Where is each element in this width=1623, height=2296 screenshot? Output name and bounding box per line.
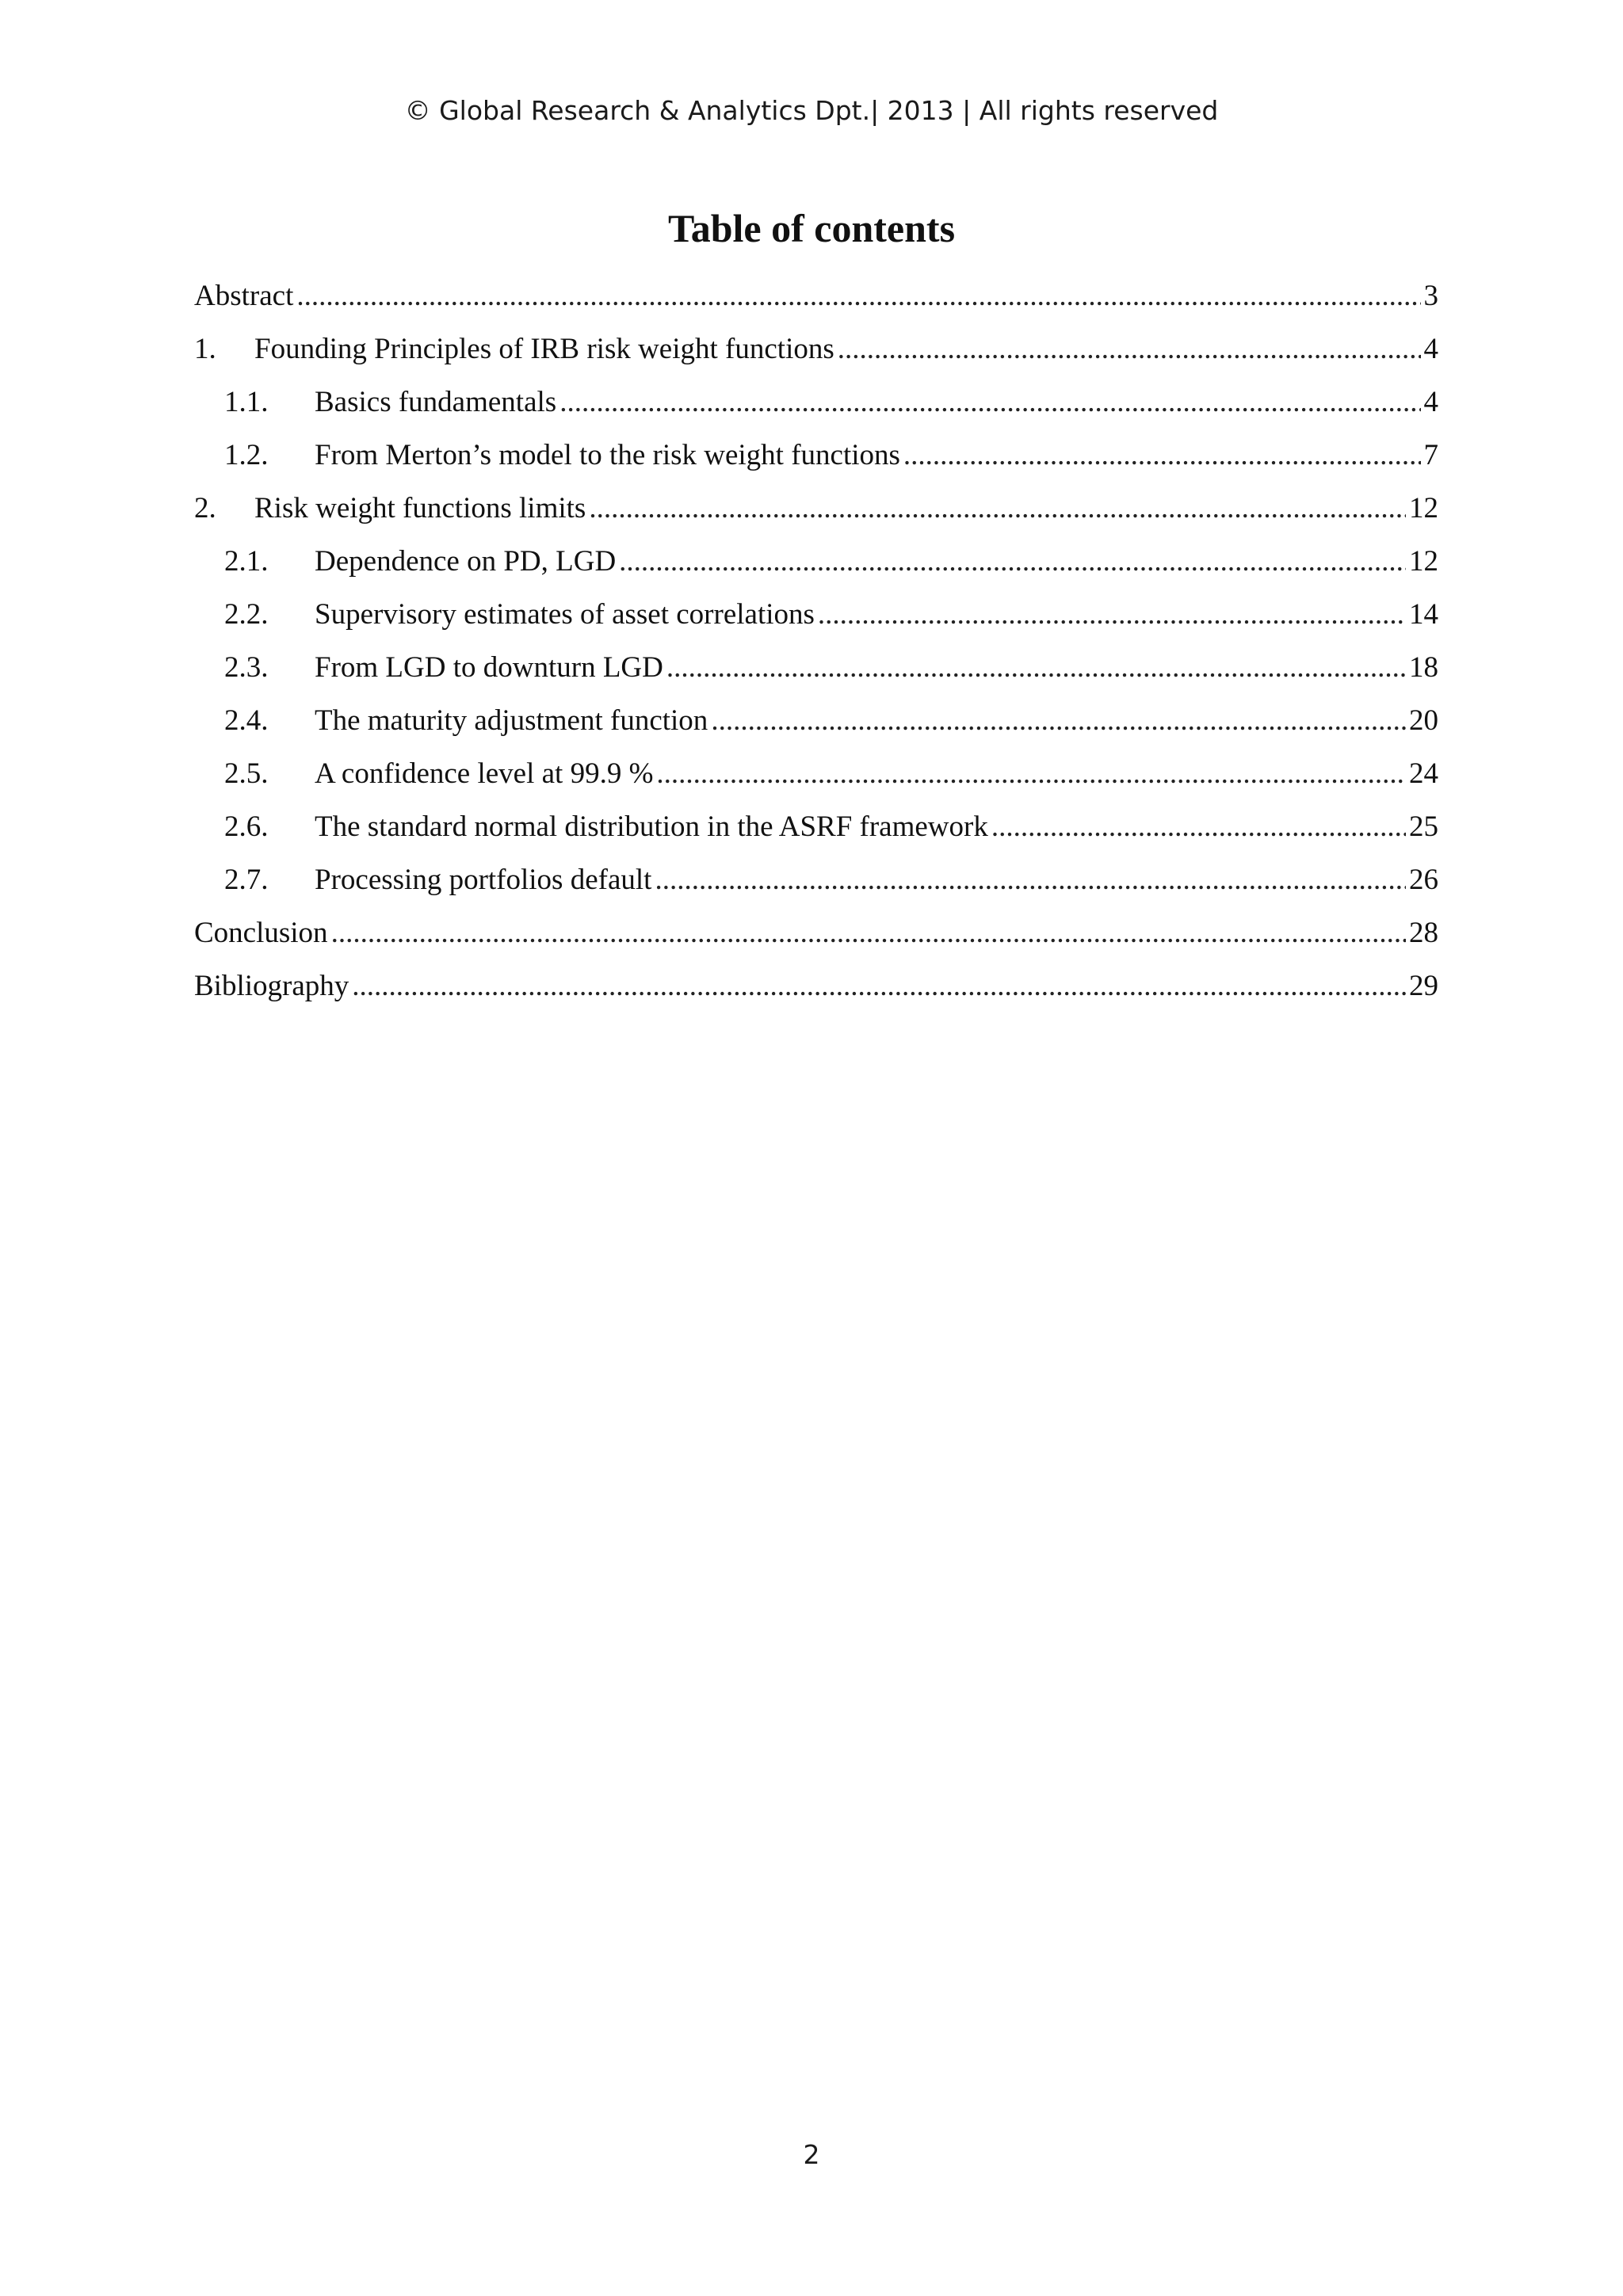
toc-entry-label: Dependence on PD, LGD (315, 545, 617, 578)
toc-entry-number: 2.3. (224, 651, 269, 684)
toc-dot-leader (331, 906, 1406, 959)
toc-entry-page: 29 (1409, 970, 1438, 1002)
toc-entry-label: Basics fundamentals (315, 386, 557, 418)
toc-entry-number: 2.1. (224, 545, 269, 578)
toc-entry-page: 12 (1409, 492, 1438, 524)
toc-entry-section-2-4[interactable] (194, 694, 1438, 747)
toc-entry-page: 7 (1423, 439, 1438, 471)
toc-entry-conclusion[interactable] (194, 906, 1438, 959)
toc-entry-section-1-1[interactable] (194, 376, 1438, 429)
toc-dot-leader (296, 269, 1420, 322)
toc-entry-page: 14 (1409, 598, 1438, 631)
toc-entry-section-2-7[interactable] (194, 853, 1438, 906)
toc-dot-leader (818, 588, 1406, 641)
toc-entry-section-1[interactable] (194, 322, 1438, 376)
toc-entry-page: 24 (1409, 757, 1438, 790)
toc-entry-section-2-3[interactable] (194, 641, 1438, 694)
toc-entry-label: Supervisory estimates of asset correlations (315, 598, 815, 631)
page-header-copyright: © Global Research & Analytics Dpt.| 2013 | All rights reserved (404, 95, 1219, 126)
toc-entry-page: 28 (1409, 917, 1438, 949)
toc-entry-number: 1.2. (224, 439, 269, 471)
toc-entry-number: 2.6. (224, 810, 269, 843)
toc-entry-section-2-6[interactable] (194, 800, 1438, 853)
toc-entry-label: From LGD to downturn LGD (315, 651, 663, 684)
toc-entry-page: 25 (1409, 810, 1438, 843)
toc-entry-page: 26 (1409, 864, 1438, 896)
toc-entry-label: Abstract (194, 280, 294, 312)
toc-entry-abstract[interactable] (194, 269, 1438, 322)
toc-dot-leader (559, 376, 1420, 429)
toc-entry-label: Risk weight functions limits (254, 492, 586, 524)
toc-entry-bibliography[interactable] (194, 959, 1438, 1013)
page-number: 2 (803, 2139, 820, 2170)
toc-entry-number: 2.2. (224, 598, 269, 631)
toc-entry-section-2-1[interactable] (194, 535, 1438, 588)
toc-dot-leader (903, 429, 1421, 482)
toc-dot-leader (619, 535, 1406, 588)
toc-entry-page: 3 (1423, 280, 1438, 312)
toc-entry-section-2[interactable] (194, 482, 1438, 535)
toc-entry-label: Processing portfolios default (315, 864, 652, 896)
toc-dot-leader (655, 853, 1406, 906)
toc-entry-label: The standard normal distribution in the ASRF framework (315, 810, 988, 843)
toc-entry-page: 20 (1409, 704, 1438, 737)
toc-entry-section-2-5[interactable] (194, 747, 1438, 800)
toc-entry-page: 12 (1409, 545, 1438, 578)
toc-dot-leader (656, 747, 1406, 800)
toc-dot-leader (711, 694, 1406, 747)
table-of-contents (194, 269, 1438, 1013)
toc-entry-section-2-2[interactable] (194, 588, 1438, 641)
toc-entry-page: 4 (1423, 333, 1438, 365)
toc-entry-label: Bibliography (194, 970, 349, 1002)
toc-entry-label: A confidence level at 99.9 % (315, 757, 654, 790)
toc-entry-page: 4 (1423, 386, 1438, 418)
toc-dot-leader (589, 482, 1406, 535)
toc-entry-number: 2. (194, 492, 216, 524)
toc-entry-number: 1.1. (224, 386, 269, 418)
toc-entry-label: The maturity adjustment function (315, 704, 708, 737)
toc-dot-leader (838, 322, 1421, 376)
toc-entry-number: 2.4. (224, 704, 269, 737)
toc-entry-number: 2.5. (224, 757, 269, 790)
toc-dot-leader (352, 959, 1406, 1013)
toc-title: Table of contents (667, 206, 956, 250)
toc-entry-section-1-2[interactable] (194, 429, 1438, 482)
toc-entry-label: Founding Principles of IRB risk weight functions (254, 333, 834, 365)
toc-entry-number: 2.7. (224, 864, 269, 896)
toc-dot-leader (991, 800, 1406, 853)
toc-entry-label: Conclusion (194, 917, 328, 949)
toc-entry-number: 1. (194, 333, 216, 365)
toc-entry-page: 18 (1409, 651, 1438, 684)
toc-entry-label: From Merton’s model to the risk weight functions (315, 439, 900, 471)
toc-dot-leader (666, 641, 1406, 694)
